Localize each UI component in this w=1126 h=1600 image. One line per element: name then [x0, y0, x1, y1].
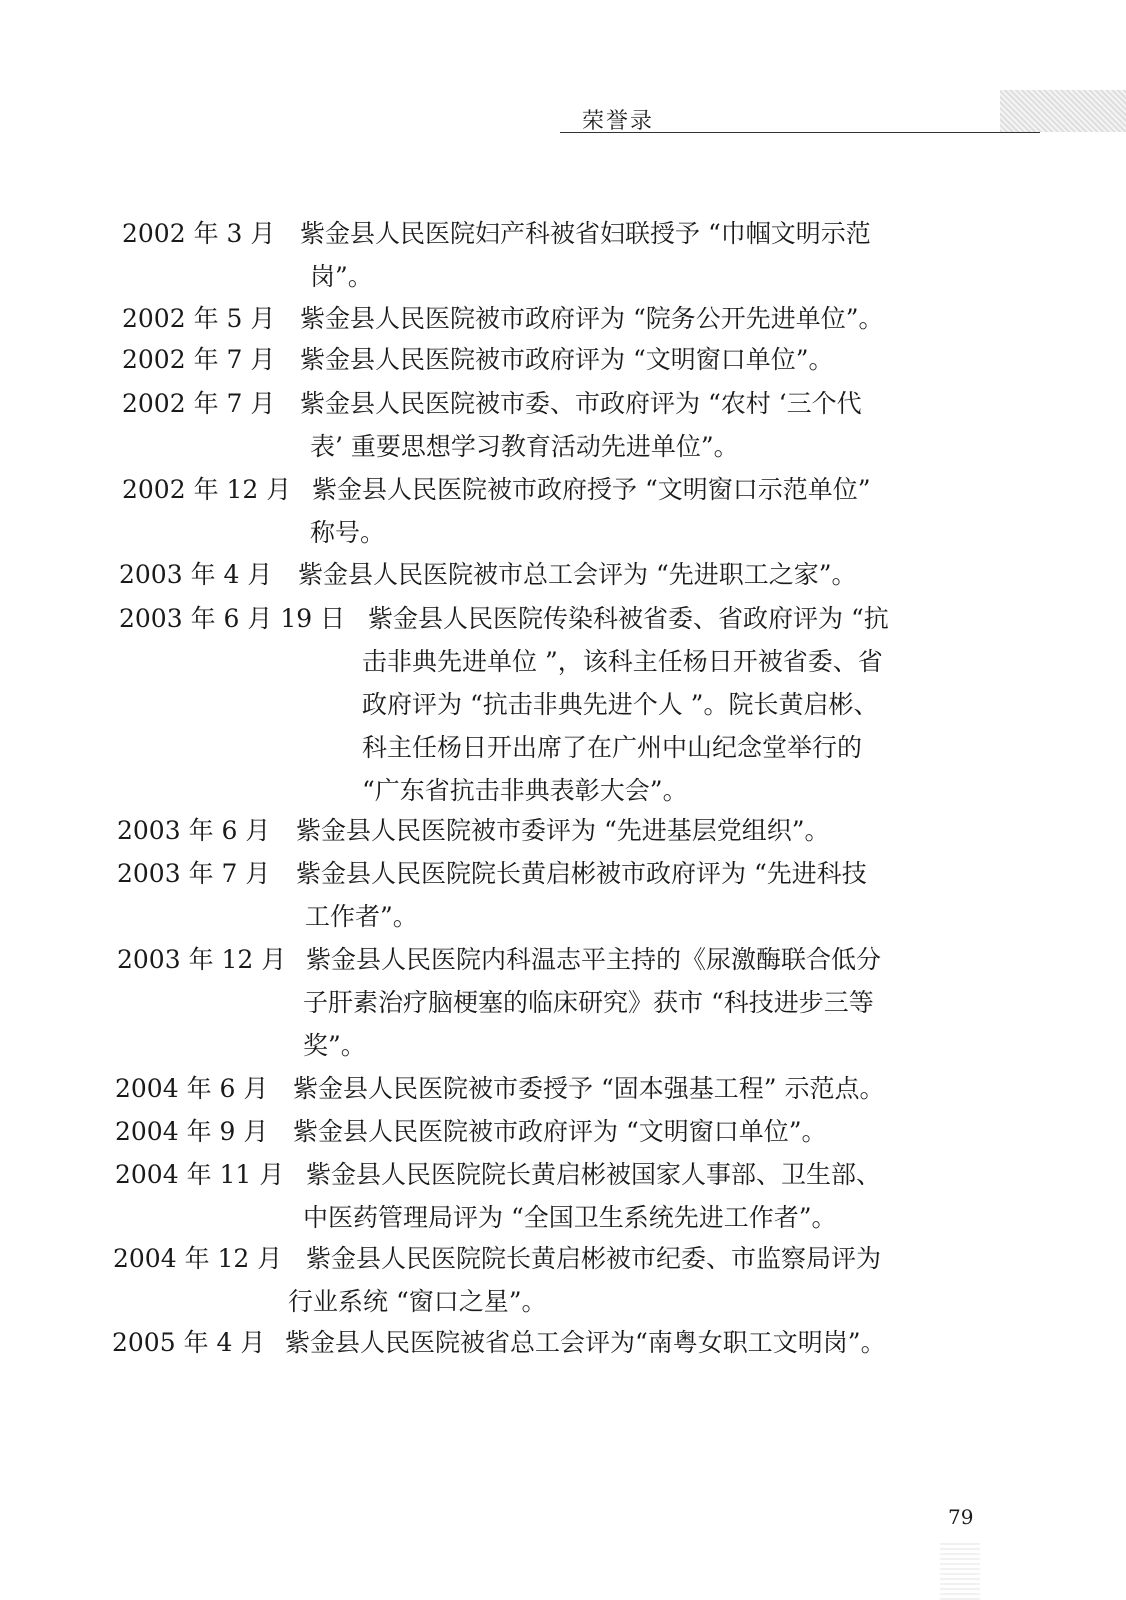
entry-date: 2002 年 7 月	[122, 389, 276, 418]
entry-date: 2005 年 4 月	[112, 1328, 266, 1357]
entry-date: 2004 年 9 月	[115, 1117, 269, 1146]
entry-date: 2003 年 6 月	[117, 816, 271, 845]
entry-text-line: 紫金县人民医院被市委授予 “固本强基工程” 示范点。	[293, 1074, 885, 1103]
entry-text-line: 紫金县人民医院被市总工会评为 “先进职工之家”。	[298, 560, 857, 589]
entry-text-line: 子肝素治疗脑梗塞的临床研究》获市 “科技进步三等	[303, 988, 874, 1017]
entry-text-line: 紫金县人民医院被市政府评为 “文明窗口单位”。	[293, 1117, 827, 1146]
entry-date: 2003 年 7 月	[117, 859, 271, 888]
entry-text-line: 紫金县人民医院传染科被省委、省政府评为 “抗	[368, 604, 889, 633]
entry-text-line: 紫金县人民医院被市政府授予 “文明窗口示范单位”	[312, 475, 871, 504]
entry-date: 2004 年 12 月	[113, 1244, 283, 1273]
entry-date: 2003 年 4 月	[119, 560, 273, 589]
entry-text-line: 岗”。	[310, 262, 373, 291]
entry-date: 2004 年 11 月	[115, 1160, 285, 1189]
entry-date: 2004 年 6 月	[115, 1074, 269, 1103]
entry-date: 2002 年 3 月	[122, 219, 276, 248]
page-number: 79	[948, 1505, 974, 1529]
entry-text-line: 紫金县人民医院妇产科被省妇联授予 “巾帼文明示范	[300, 219, 871, 248]
entry-text-line: 紫金县人民医院被市委、市政府评为 “农村 ‘三个代	[300, 389, 862, 418]
entry-text-line: “广东省抗击非典表彰大会”。	[362, 776, 688, 805]
entry-text-line: 击非典先进单位 ”，该科主任杨日开被省委、省	[362, 647, 883, 676]
entry-text-line: 紫金县人民医院被省总工会评为“南粤女职工文明岗”。	[285, 1328, 886, 1357]
entry-text-line: 政府评为 “抗击非典先进个人 ”。院长黄启彬、	[362, 690, 879, 719]
entry-date: 2003 年 6 月 19 日	[119, 604, 346, 633]
entry-date: 2002 年 5 月	[122, 304, 276, 333]
entry-date: 2002 年 7 月	[122, 345, 276, 374]
entry-text-line: 紫金县人民医院被市政府评为 “院务公开先进单位”。	[300, 304, 884, 333]
entry-text-line: 紫金县人民医院院长黄启彬被市政府评为 “先进科技	[296, 859, 867, 888]
entry-text-line: 工作者”。	[305, 902, 418, 931]
entry-date: 2003 年 12 月	[117, 945, 287, 974]
entry-text-line: 中医药管理局评为 “全国卫生系统先进工作者”。	[303, 1203, 837, 1232]
entry-text-line: 奖”。	[303, 1031, 366, 1060]
entry-text-line: 行业系统 “窗口之星”。	[288, 1287, 547, 1316]
entry-text-line: 紫金县人民医院被市委评为 “先进基层党组织”。	[296, 816, 830, 845]
entry-text-line: 紫金县人民医院内科温志平主持的《尿激酶联合低分	[306, 945, 882, 974]
entry-text-line: 紫金县人民医院院长黄启彬被市纪委、市监察局评为	[306, 1244, 882, 1273]
entry-text-line: 紫金县人民医院院长黄启彬被国家人事部、卫生部、	[306, 1160, 882, 1189]
header-title: 荣誉录	[582, 109, 655, 134]
scan-edge-shading	[940, 1540, 980, 1600]
entry-text-line: 表’ 重要思想学习教育活动先进单位”。	[310, 432, 739, 461]
entry-text-line: 科主任杨日开出席了在广州中山纪念堂举行的	[362, 733, 863, 762]
entry-text-line: 称号。	[310, 518, 386, 547]
entry-text-line: 紫金县人民医院被市政府评为 “文明窗口单位”。	[300, 345, 834, 374]
entry-date: 2002 年 12 月	[122, 475, 292, 504]
